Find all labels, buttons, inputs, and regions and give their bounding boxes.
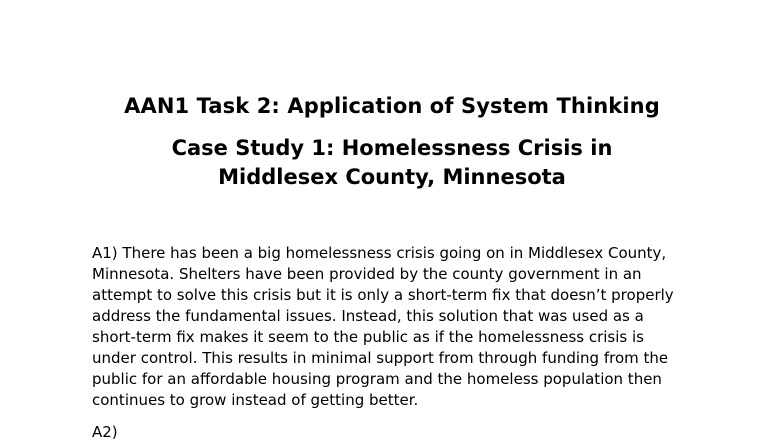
case-study-heading — [90, 134, 694, 192]
paragraph-line: Minnesota. Shelters have been provided by the county government in an — [92, 265, 642, 283]
paragraph-line: short-term fix makes it seem to the public as if the homelessness crisis is — [92, 328, 644, 346]
answer-a1-paragraph — [92, 243, 712, 411]
paragraph-line: public for an affordable housing program and the homeless population then — [92, 370, 662, 388]
case-study-heading-line: Case Study 1: Homelessness Crisis in — [171, 136, 613, 160]
document-title: AAN1 Task 2: Application of System Thinking — [124, 94, 660, 118]
paragraph-line: continues to grow instead of getting better. — [92, 391, 419, 409]
paragraph-line: under control. This results in minimal support from through funding from the — [92, 349, 669, 367]
answer-a2-heading: A2) — [92, 423, 118, 441]
case-study-heading-line: Middlesex County, Minnesota — [218, 165, 566, 189]
paragraph-line: attempt to solve this crisis but it is only a short-term fix that doesn’t properly — [92, 286, 674, 304]
paragraph-line: address the fundamental issues. Instead, this solution that was used as a — [92, 307, 644, 325]
paragraph-line: A1) There has been a big homelessness crisis going on in Middlesex County, — [92, 244, 667, 262]
